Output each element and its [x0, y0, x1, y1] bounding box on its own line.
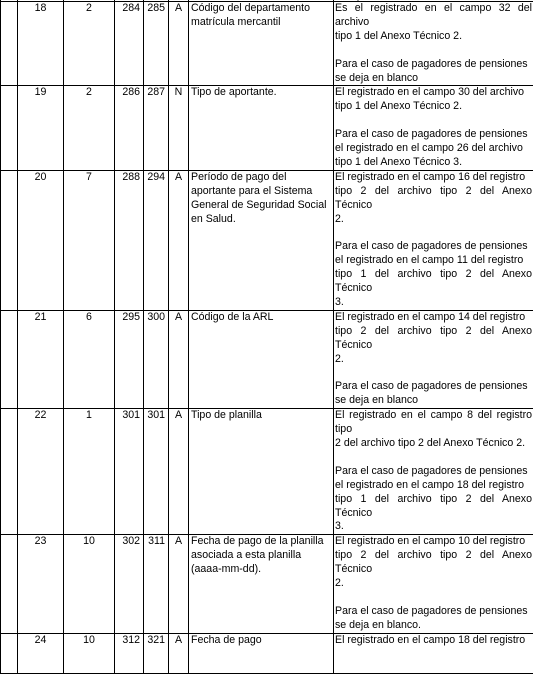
field-number-text: 21 — [35, 311, 47, 323]
field-start-text: 288 — [122, 171, 140, 183]
field-number-cell — [18, 633, 64, 673]
field-value-paragraph: Para el caso de pagadores de pensiones el registrado en el campo 11 del registro tipo 1 del archivo tipo 2 del Anexo Técnico 3. — [335, 240, 532, 310]
field-number-text: 20 — [35, 171, 47, 183]
margin-cell — [1, 170, 18, 310]
field-start-cell — [115, 633, 144, 673]
field-end-cell — [144, 86, 169, 170]
field-length-text: 1 — [86, 409, 92, 421]
field-end-text: 287 — [147, 86, 165, 98]
field-description-cell — [189, 310, 334, 408]
field-value-paragraph: El registrado en el campo 8 del registro tipo 2 del archivo tipo 2 del Anexo Técnico 2. — [335, 409, 532, 451]
field-description-cell — [189, 86, 334, 170]
field-length-text: 10 — [83, 535, 95, 547]
field-type-cell — [169, 2, 189, 86]
field-start-text: 286 — [122, 86, 140, 98]
margin-cell — [1, 2, 18, 86]
field-length-text: 6 — [86, 311, 92, 323]
field-number-text: 23 — [35, 535, 47, 547]
field-description-text: Período de pago del aportante para el Sistema General de Seguridad Social en Salud. — [191, 171, 326, 225]
field-value-paragraph: Para el caso de pagadores de pensiones el registrado en el campo 26 del archivo tipo 1 del Anexo Técnico 3. — [335, 128, 532, 170]
field-start-text: 312 — [122, 634, 140, 646]
field-value-paragraph: El registrado en el campo 10 del registro tipo 2 del archivo tipo 2 del Anexo Técnico 2. — [335, 535, 532, 591]
field-type-cell — [169, 86, 189, 170]
field-end-text: 321 — [147, 634, 165, 646]
field-type-cell — [169, 170, 189, 310]
field-number-cell — [18, 86, 64, 170]
table-row — [1, 535, 533, 633]
field-value-paragraph: Para el caso de pagadores de pensiones se deja en blanco. — [335, 605, 532, 633]
field-value-paragraph: El registrado en el campo 30 del archivo tipo 1 del Anexo Técnico 2. — [335, 86, 532, 114]
field-number-cell — [18, 170, 64, 310]
field-type-text: A — [175, 171, 182, 183]
field-description-text: Fecha de pago de la planilla asociada a esta planilla (aaaa-mm-dd). — [191, 535, 324, 575]
field-type-cell — [169, 535, 189, 633]
field-length-cell — [64, 633, 115, 673]
field-type-text: A — [175, 409, 182, 421]
field-length-text: 10 — [83, 634, 95, 646]
field-end-cell — [144, 633, 169, 673]
table-row — [1, 170, 533, 310]
field-length-text: 2 — [86, 2, 92, 14]
field-number-text: 22 — [35, 409, 47, 421]
table-row — [1, 86, 533, 170]
field-value-paragraph: El registrado en el campo 14 del registro tipo 2 del archivo tipo 2 del Anexo Técnico 2. — [335, 311, 532, 367]
field-number-text: 24 — [35, 634, 47, 646]
field-end-cell — [144, 409, 169, 535]
field-start-cell — [115, 170, 144, 310]
field-end-text: 311 — [148, 535, 165, 547]
field-value-cell — [334, 2, 533, 86]
field-description-cell — [189, 535, 334, 633]
field-end-cell — [144, 310, 169, 408]
margin-cell — [1, 86, 18, 170]
table-row — [1, 409, 533, 535]
table-body — [1, 0, 533, 673]
field-end-text: 294 — [147, 171, 165, 183]
field-number-cell — [18, 535, 64, 633]
field-value-paragraph: Es el registrado en el campo 32 del archivo tipo 1 del Anexo Técnico 2. — [335, 2, 532, 44]
field-start-text: 284 — [122, 2, 140, 14]
field-type-text: A — [175, 634, 182, 646]
field-value-cell — [334, 170, 533, 310]
field-description-text: Código del departamento matrícula mercantil — [191, 2, 310, 28]
field-description-text: Fecha de pago — [191, 634, 262, 646]
field-description-cell — [189, 409, 334, 535]
table-row — [1, 633, 533, 673]
field-type-cell — [169, 409, 189, 535]
table-row — [1, 2, 533, 86]
field-end-text: 301 — [147, 409, 165, 421]
field-end-cell — [144, 535, 169, 633]
field-number-cell — [18, 409, 64, 535]
field-length-cell — [64, 170, 115, 310]
field-start-cell — [115, 409, 144, 535]
field-value-cell — [334, 409, 533, 535]
margin-cell — [1, 409, 18, 535]
field-description-text: Tipo de planilla — [191, 409, 262, 421]
field-end-text: 285 — [147, 2, 165, 14]
field-length-cell — [64, 310, 115, 408]
field-start-cell — [115, 2, 144, 86]
margin-cell — [1, 310, 18, 408]
margin-cell — [1, 633, 18, 673]
field-value-paragraph: Para el caso de pagadores de pensiones el registrado en el campo 18 del registro tipo 1 del archivo tipo 2 del Anexo Técnico 3. — [335, 465, 532, 535]
field-start-text: 302 — [122, 535, 140, 547]
field-number-text: 18 — [35, 2, 47, 14]
field-start-cell — [115, 535, 144, 633]
field-description-cell — [189, 2, 334, 86]
field-value-cell — [334, 86, 533, 170]
field-start-cell — [115, 86, 144, 170]
field-value-cell — [334, 633, 533, 673]
field-start-cell — [115, 310, 144, 408]
field-end-cell — [144, 170, 169, 310]
table-row — [1, 310, 533, 408]
field-length-cell — [64, 535, 115, 633]
field-length-cell — [64, 2, 115, 86]
field-value-paragraph: Para el caso de pagadores de pensiones se deja en blanco — [335, 58, 532, 86]
field-type-text: A — [175, 2, 182, 14]
field-start-text: 301 — [122, 409, 140, 421]
field-length-text: 7 — [86, 171, 92, 183]
field-end-cell — [144, 2, 169, 86]
field-type-cell — [169, 310, 189, 408]
field-number-cell — [18, 2, 64, 86]
field-length-cell — [64, 86, 115, 170]
field-description-cell — [189, 633, 334, 673]
field-start-text: 295 — [122, 311, 140, 323]
margin-cell — [1, 535, 18, 633]
field-type-text: N — [175, 86, 183, 98]
field-type-text: A — [175, 535, 182, 547]
field-type-cell — [169, 633, 189, 673]
field-length-text: 2 — [86, 86, 92, 98]
field-value-paragraph: El registrado en el campo 18 del registro — [335, 634, 532, 648]
field-end-text: 300 — [147, 311, 165, 323]
field-description-text: Tipo de aportante. — [191, 86, 277, 98]
field-number-text: 19 — [35, 86, 47, 98]
field-length-cell — [64, 409, 115, 535]
field-value-paragraph: Para el caso de pagadores de pensiones se deja en blanco — [335, 380, 532, 408]
field-value-cell — [334, 310, 533, 408]
field-number-cell — [18, 310, 64, 408]
field-description-cell — [189, 170, 334, 310]
field-type-text: A — [175, 311, 182, 323]
field-description-text: Código de la ARL — [191, 311, 273, 323]
field-value-cell — [334, 535, 533, 633]
field-value-paragraph: El registrado en el campo 16 del registro tipo 2 del archivo tipo 2 del Anexo Técnico 2. — [335, 171, 532, 227]
